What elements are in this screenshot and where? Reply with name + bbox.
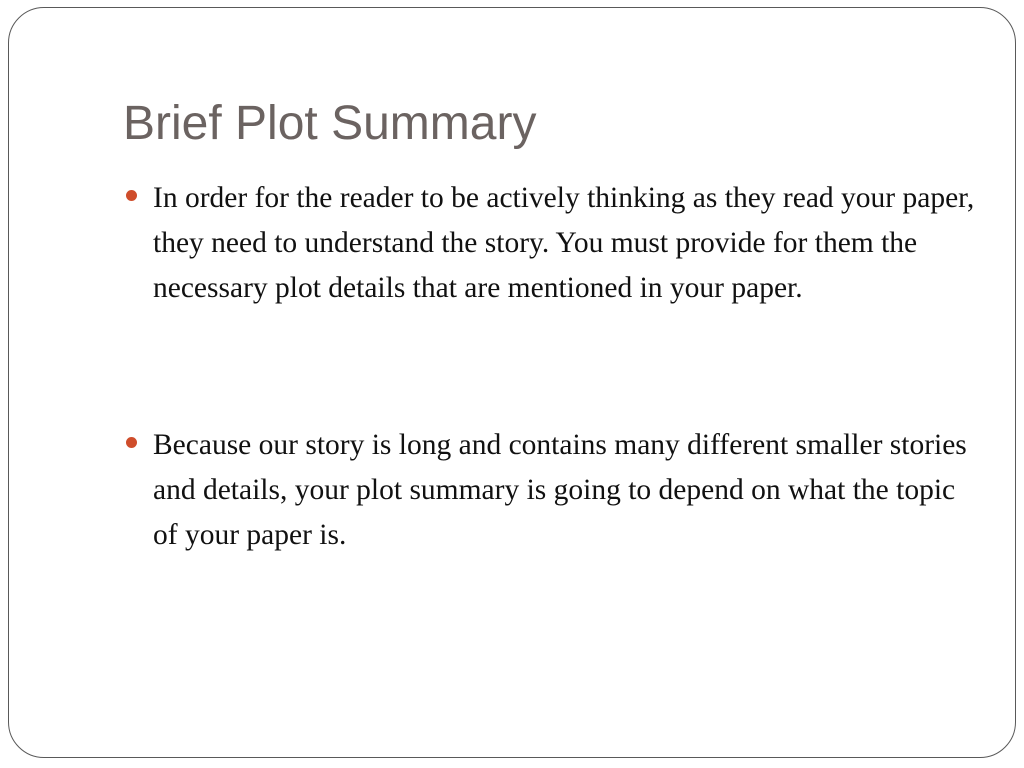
bullet-marker-icon bbox=[126, 437, 137, 448]
slide-frame bbox=[8, 7, 1016, 758]
bullet-item bbox=[153, 176, 983, 311]
slide-title: Brief Plot Summary bbox=[123, 97, 537, 150]
bullet-list bbox=[153, 176, 983, 558]
bullet-text: In order for the reader to be actively thinking as they read your paper, they need to understand the story. You must provide for them the necessary plot details that are mentioned in your paper. bbox=[153, 182, 975, 304]
bullet-marker-icon bbox=[126, 190, 137, 201]
bullet-text: Because our story is long and contains many different smaller stories and details, your plot summary is going to depend on what the topic of your paper is. bbox=[153, 429, 967, 551]
bullet-item bbox=[153, 423, 983, 558]
